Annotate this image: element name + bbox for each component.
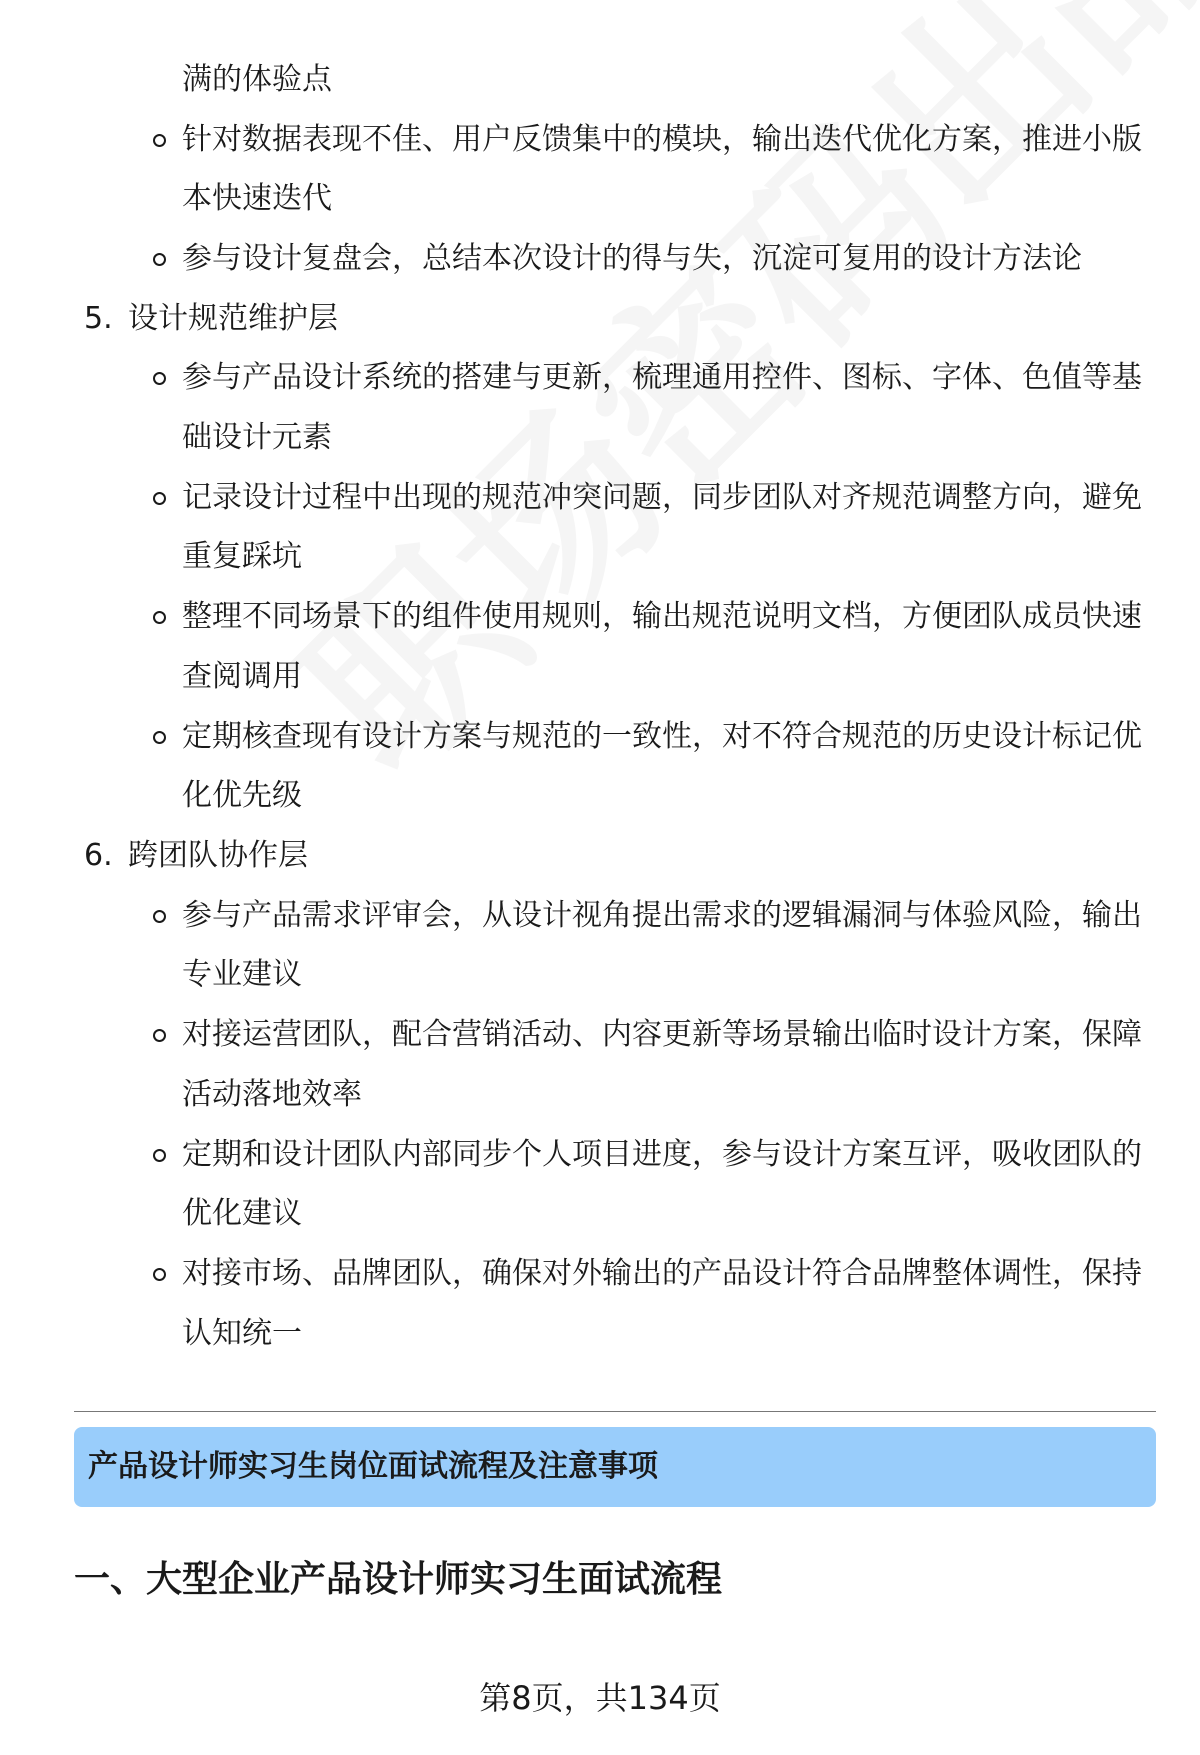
- list-item-text: 定期核查现有设计方案与规范的一致性，对不符合规范的历史设计标记优: [182, 719, 1142, 754]
- list-item-text: 优化建议: [182, 1196, 302, 1231]
- list-item-text: 化优先级: [182, 778, 302, 813]
- section-title: 设计规范维护层: [128, 301, 338, 336]
- section-title: 跨团队协作层: [128, 838, 308, 873]
- list-item-text: 专业建议: [182, 957, 302, 992]
- bullet-icon: [153, 372, 166, 385]
- page-footer: 第8页，共134页: [479, 1679, 721, 1717]
- list-item-text: 对接市场、品牌团队，确保对外输出的产品设计符合品牌整体调性，保持: [182, 1256, 1142, 1291]
- bullet-icon: [153, 253, 166, 266]
- section-divider: [74, 1411, 1156, 1412]
- bullet-icon: [153, 731, 166, 744]
- section-number: 5.: [84, 301, 113, 336]
- list-item-text: 重复踩坑: [182, 539, 302, 574]
- list-item-text: 活动落地效率: [182, 1077, 362, 1112]
- bullet-icon: [153, 1149, 166, 1162]
- bullet-icon: [153, 1268, 166, 1281]
- list-item-text: 础设计元素: [182, 420, 332, 455]
- section-banner: [74, 1427, 1156, 1507]
- list-item-text: 满的体验点: [182, 62, 332, 97]
- bullet-icon: [153, 910, 166, 923]
- list-item-text: 定期和设计团队内部同步个人项目进度，参与设计方案互评，吸收团队的: [182, 1137, 1142, 1172]
- banner-title: 产品设计师实习生岗位面试流程及注意事项: [88, 1449, 658, 1484]
- list-item-text: 对接运营团队，配合营销活动、内容更新等场景输出临时设计方案，保障: [182, 1017, 1142, 1052]
- bullet-icon: [153, 611, 166, 624]
- chapter-heading: 一、大型企业产品设计师实习生面试流程: [74, 1559, 723, 1600]
- bullet-icon: [153, 1029, 166, 1042]
- list-item-text: 本快速迭代: [182, 181, 332, 216]
- section-number: 6.: [84, 838, 113, 873]
- bullet-icon: [153, 492, 166, 505]
- list-item-text: 针对数据表现不佳、用户反馈集中的模块，输出迭代优化方案，推进小版: [182, 122, 1142, 157]
- list-item-text: 查阅调用: [182, 659, 302, 694]
- list-item-text: 参与设计复盘会，总结本次设计的得与失，沉淀可复用的设计方法论: [182, 241, 1082, 276]
- list-item-text: 参与产品需求评审会，从设计视角提出需求的逻辑漏洞与体验风险，输出: [182, 898, 1142, 933]
- bullet-icon: [153, 134, 166, 147]
- list-item-text: 整理不同场景下的组件使用规则，输出规范说明文档，方便团队成员快速: [182, 599, 1142, 634]
- list-item-text: 认知统一: [182, 1316, 302, 1351]
- list-item-text: 参与产品设计系统的搭建与更新，梳理通用控件、图标、字体、色值等基: [182, 360, 1142, 395]
- list-item-text: 记录设计过程中出现的规范冲突问题，同步团队对齐规范调整方向，避免: [182, 480, 1142, 515]
